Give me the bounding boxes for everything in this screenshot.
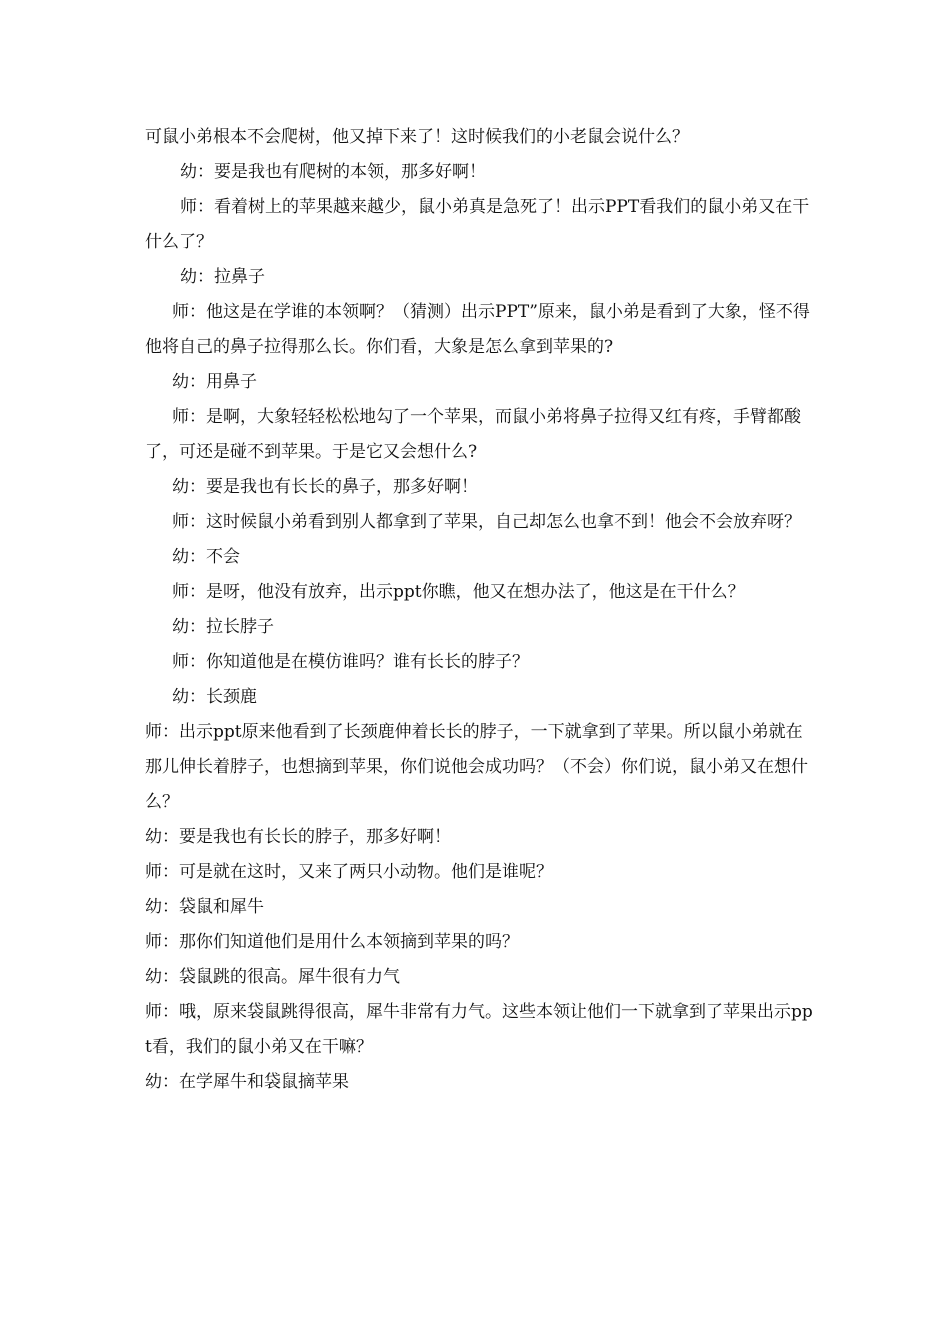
paragraph: 师：可是就在这时，又来了两只小动物。他们是谁呢？ (145, 862, 553, 882)
paragraph: 师：他这是在学谁的本领啊？（猜测）出示PPT”原来，鼠小弟是看到了大象，怪不得他将自己的鼻子拉得那么长。你们看，大象是怎么拿到苹果的? (145, 302, 810, 357)
paragraph: 师：是啊，大象轻轻松松地勾了一个苹果，而鼠小弟将鼻子拉得又红有疼，手臂都酸了，可还是碰不到苹果。于是它又会想什么? (145, 407, 801, 462)
paragraph: 师：哦，原来袋鼠跳得很高，犀牛非常有力气。这些本领让他们一下就拿到了苹果出示ppt看，我们的鼠小弟又在干嘛？ (145, 1002, 813, 1057)
paragraph: 幼：拉鼻子 (180, 267, 265, 287)
paragraph: 师：那你们知道他们是用什么本领摘到苹果的吗？ (145, 932, 519, 952)
paragraph: 幼：拉长脖子 (172, 617, 274, 637)
paragraph: 幼：要是我也有长长的鼻子，那多好啊！ (172, 477, 478, 497)
paragraph: 师：是呀，他没有放弃，出示ppt你瞧，他又在想办法了，他这是在干什么？ (172, 582, 745, 602)
paragraph: 师：看着树上的苹果越来越少，鼠小弟真是急死了！出示PPT看我们的鼠小弟又在干什么了？ (145, 197, 810, 252)
paragraph: 幼：要是我也有长长的脖子，那多好啊！ (145, 827, 451, 847)
paragraph: 幼：在学犀牛和袋鼠摘苹果 (145, 1072, 349, 1092)
paragraph: 幼：长颈鹿 (172, 687, 257, 707)
paragraph: 师：你知道他是在模仿谁吗？谁有长长的脖子？ (172, 652, 529, 672)
paragraph: 师：出示ppt原来他看到了长颈鹿伸着长长的脖子，一下就拿到了苹果。所以鼠小弟就在那儿伸长着脖子，也想摘到苹果，你们说他会成功吗？（不会）你们说，鼠小弟又在想什么？ (145, 722, 808, 812)
document-body (145, 120, 813, 1100)
paragraph: 幼：要是我也有爬树的本领，那多好啊！ (180, 162, 486, 182)
paragraph: 幼：袋鼠跳的很高。犀牛很有力气 (145, 967, 400, 987)
paragraph: 师：这时候鼠小弟看到别人都拿到了苹果，自己却怎么也拿不到！他会不会放弃呀？ (172, 512, 801, 532)
paragraph: 可鼠小弟根本不会爬树，他又掉下来了！这时候我们的小老鼠会说什么？ (145, 127, 689, 147)
paragraph: 幼：不会 (172, 547, 240, 567)
paragraph: 幼：用鼻子 (172, 372, 257, 392)
paragraph: 幼：袋鼠和犀牛 (145, 897, 264, 917)
